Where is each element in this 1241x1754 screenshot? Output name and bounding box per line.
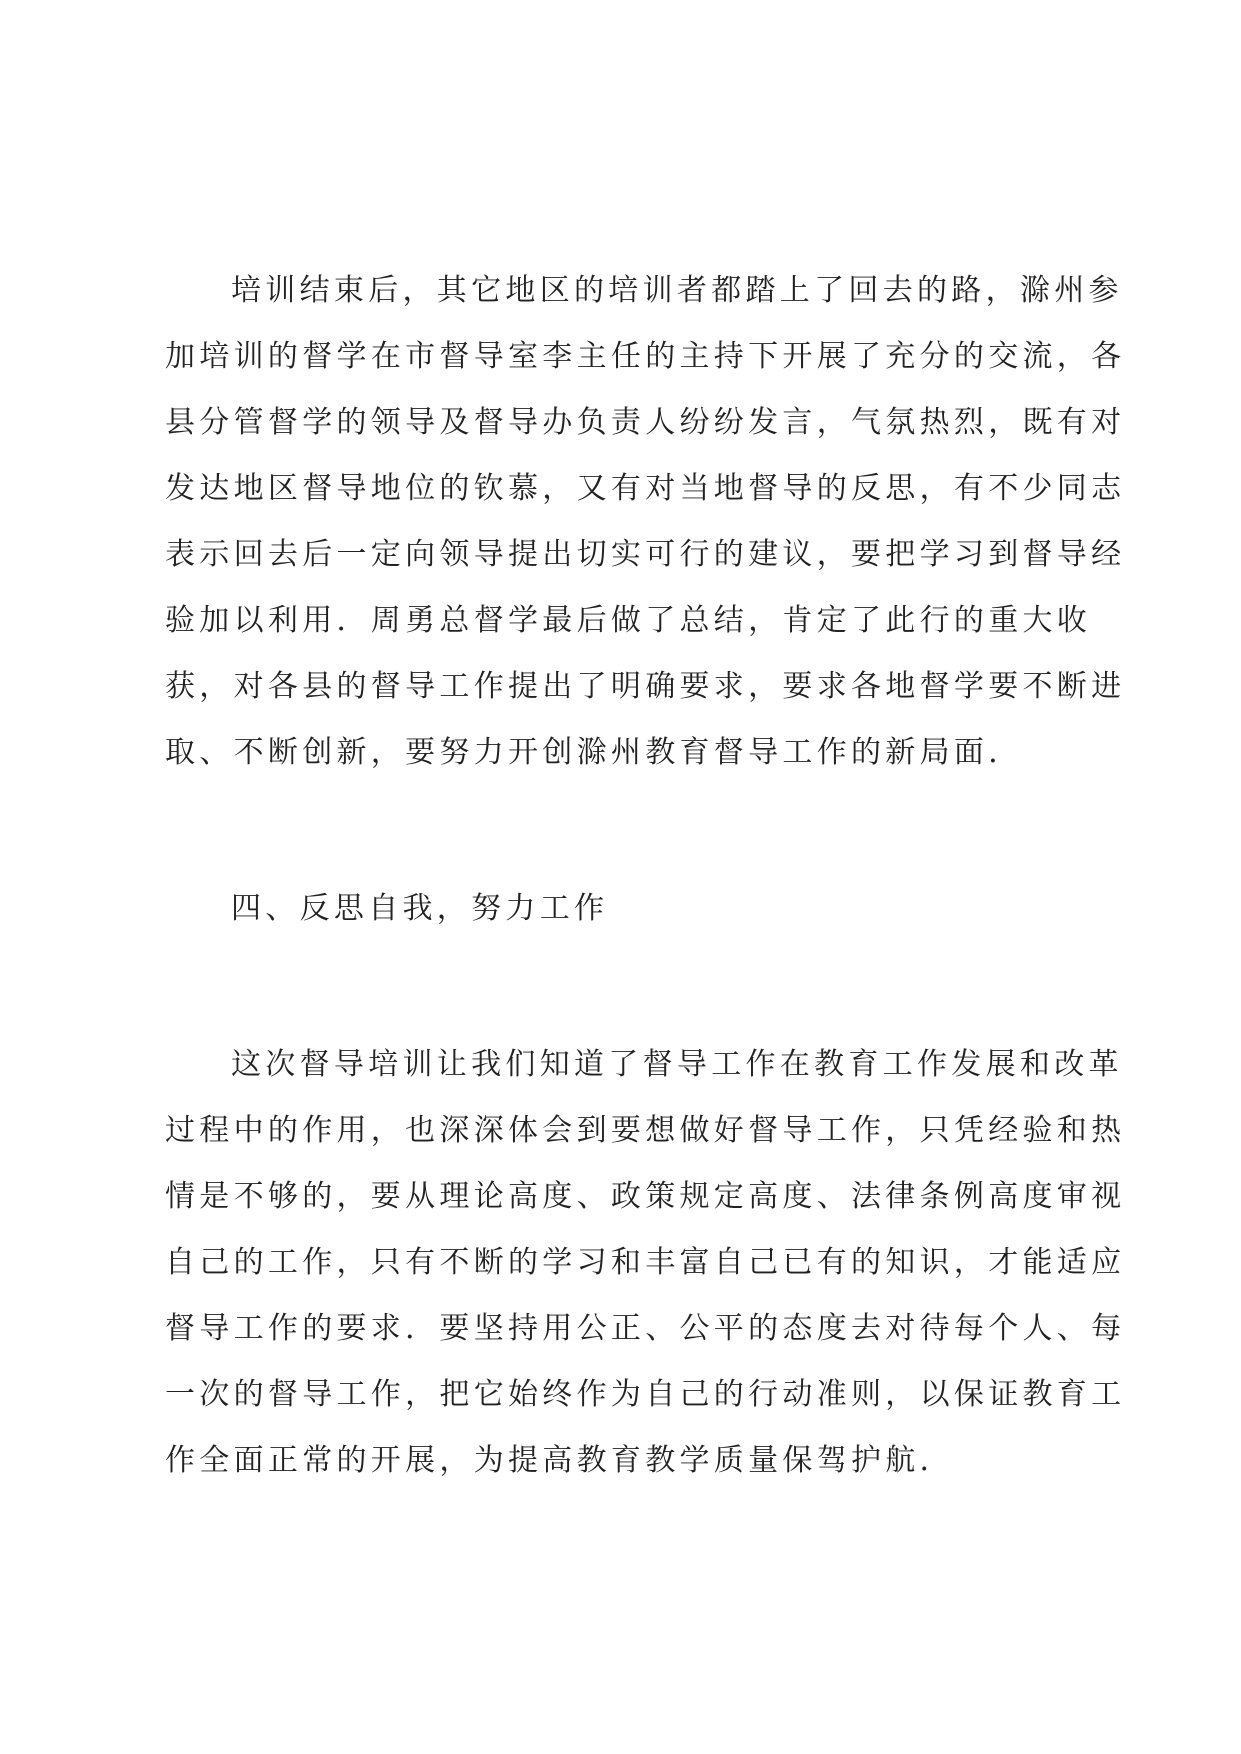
text-line: 督导工作的要求．要坚持用公正、公平的态度去对待每个人、每 bbox=[165, 1311, 1126, 1346]
text-line: 获，对各县的督导工作提出了明确要求，要求各地督学要不断进 bbox=[165, 669, 1126, 704]
text-line: 县分管督学的领导及督导办负责人纷纷发言，气氛热烈，既有对 bbox=[165, 405, 1126, 440]
text-line: 一次的督导工作，把它始终作为自己的行动准则，以保证教育工 bbox=[165, 1377, 1126, 1412]
text-line: 表示回去后一定向领导提出切实可行的建议，要把学习到督导经 bbox=[165, 537, 1126, 572]
paragraph-reflection bbox=[165, 1032, 1126, 1494]
spacer bbox=[165, 942, 1095, 1032]
text-line: 情是不够的，要从理论高度、政策规定高度、法律条例高度审视 bbox=[165, 1179, 1126, 1214]
spacer bbox=[165, 786, 1095, 876]
section-heading: 四、反思自我，努力工作 bbox=[231, 891, 609, 926]
text-line: 自己的工作，只有不断的学习和丰富自己已有的知识，才能适应 bbox=[165, 1245, 1126, 1280]
text-line: 发达地区督导地位的钦慕，又有对当地督导的反思，有不少同志 bbox=[165, 471, 1126, 506]
text-line: 取、不断创新，要努力开创滁州教育督导工作的新局面． bbox=[165, 735, 1023, 770]
text-line: 加培训的督学在市督导室李主任的主持下开展了充分的交流，各 bbox=[165, 339, 1126, 374]
document-body bbox=[165, 258, 1126, 1494]
text-line: 作全面正常的开展，为提高教育教学质量保驾护航． bbox=[165, 1443, 954, 1478]
text-line: 过程中的作用，也深深体会到要想做好督导工作，只凭经验和热 bbox=[165, 1113, 1126, 1148]
text-line: 培训结束后，其它地区的培训者都踏上了回去的路，滁州参 bbox=[231, 273, 1123, 308]
text-line: 验加以利用．周勇总督学最后做了总结，肯定了此行的重大收 bbox=[165, 603, 1092, 638]
text-line: 这次督导培训让我们知道了督导工作在教育工作发展和改革 bbox=[231, 1047, 1123, 1082]
paragraph-training-conclusion bbox=[165, 258, 1126, 786]
